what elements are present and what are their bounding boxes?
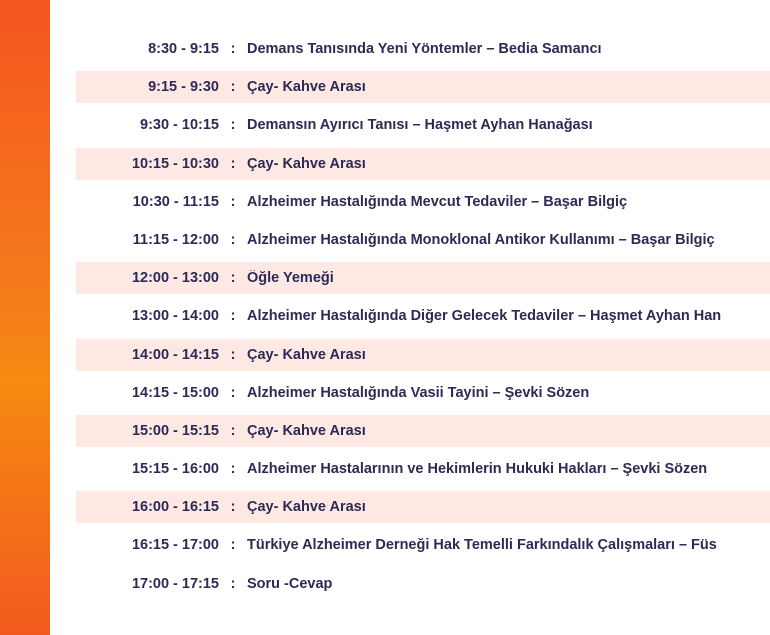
separator: :	[230, 384, 236, 401]
schedule-row	[76, 71, 770, 103]
separator: :	[230, 346, 236, 363]
schedule-row	[76, 33, 770, 65]
session-time: 14:00 - 14:15	[131, 346, 219, 363]
session-time: 8:30 - 9:15	[148, 41, 219, 57]
session-title: Alzheimer Hastalarının ve Hekimlerin Hukuki Hakları – Şevki Sözen	[247, 461, 708, 478]
schedule-row	[76, 148, 770, 180]
session-time: 16:00 - 16:15	[131, 499, 219, 516]
separator: :	[230, 231, 236, 248]
session-time: 15:15 - 16:00	[131, 461, 219, 478]
separator: :	[230, 499, 236, 516]
session-time: 13:00 - 14:00	[131, 308, 219, 325]
session-title: Öğle Yemeği	[247, 270, 334, 287]
schedule-row	[76, 109, 770, 141]
session-time: 16:15 - 17:00	[131, 537, 219, 554]
session-title: Alzheimer Hastalığında Vasii Tayini – Şevki Sözen	[247, 384, 590, 401]
schedule-table	[76, 33, 770, 606]
schedule-row	[76, 453, 770, 485]
separator: :	[230, 41, 236, 57]
session-time: 9:15 - 9:30	[148, 79, 219, 96]
session-time: 10:30 - 11:15	[132, 193, 219, 210]
schedule-row	[76, 415, 770, 447]
session-time: 11:15 - 12:00	[132, 231, 219, 248]
session-time: 14:15 - 15:00	[131, 384, 219, 401]
session-time: 15:00 - 15:15	[131, 422, 219, 439]
separator: :	[230, 308, 236, 325]
schedule-row	[76, 224, 770, 256]
separator: :	[230, 117, 236, 134]
schedule-row	[76, 568, 770, 600]
session-title: Demans Tanısında Yeni Yöntemler – Bedia Samancı	[247, 41, 602, 57]
separator: :	[230, 270, 236, 287]
schedule-row	[76, 377, 770, 409]
session-title: Demansın Ayırıcı Tanısı – Haşmet Ayhan Hanağası	[247, 117, 593, 134]
session-time: 9:30 - 10:15	[140, 117, 219, 134]
session-title: Türkiye Alzheimer Derneği Hak Temelli Farkındalık Çalışmaları – Füs	[247, 537, 717, 554]
separator: :	[230, 155, 236, 172]
separator: :	[230, 79, 236, 96]
session-title: Alzheimer Hastalığında Mevcut Tedaviler – Başar Bilgiç	[247, 193, 628, 210]
schedule-row	[76, 262, 770, 294]
session-title: Çay- Kahve Arası	[247, 346, 366, 363]
schedule-row	[76, 491, 770, 523]
session-title: Soru -Cevap	[247, 575, 333, 592]
separator: :	[230, 575, 236, 592]
schedule-row	[76, 186, 770, 218]
session-time: 10:15 - 10:30	[131, 155, 219, 172]
separator: :	[230, 537, 236, 554]
session-time: 17:00 - 17:15	[131, 575, 219, 592]
separator: :	[230, 193, 236, 210]
schedule-row	[76, 339, 770, 371]
schedule-row	[76, 529, 770, 561]
session-title: Çay- Kahve Arası	[247, 79, 366, 96]
session-title: Çay- Kahve Arası	[247, 499, 366, 516]
session-title: Alzheimer Hastalığında Diğer Gelecek Tedaviler – Haşmet Ayhan Han	[247, 308, 722, 325]
session-title: Alzheimer Hastalığında Monoklonal Antikor Kullanımı – Başar Bilgiç	[247, 231, 715, 248]
session-title: Çay- Kahve Arası	[247, 155, 366, 172]
separator: :	[230, 461, 236, 478]
session-title: Çay- Kahve Arası	[247, 422, 366, 439]
schedule-row	[76, 300, 770, 332]
separator: :	[230, 422, 236, 439]
orange-side-bar	[0, 0, 50, 635]
session-time: 12:00 - 13:00	[131, 270, 219, 287]
